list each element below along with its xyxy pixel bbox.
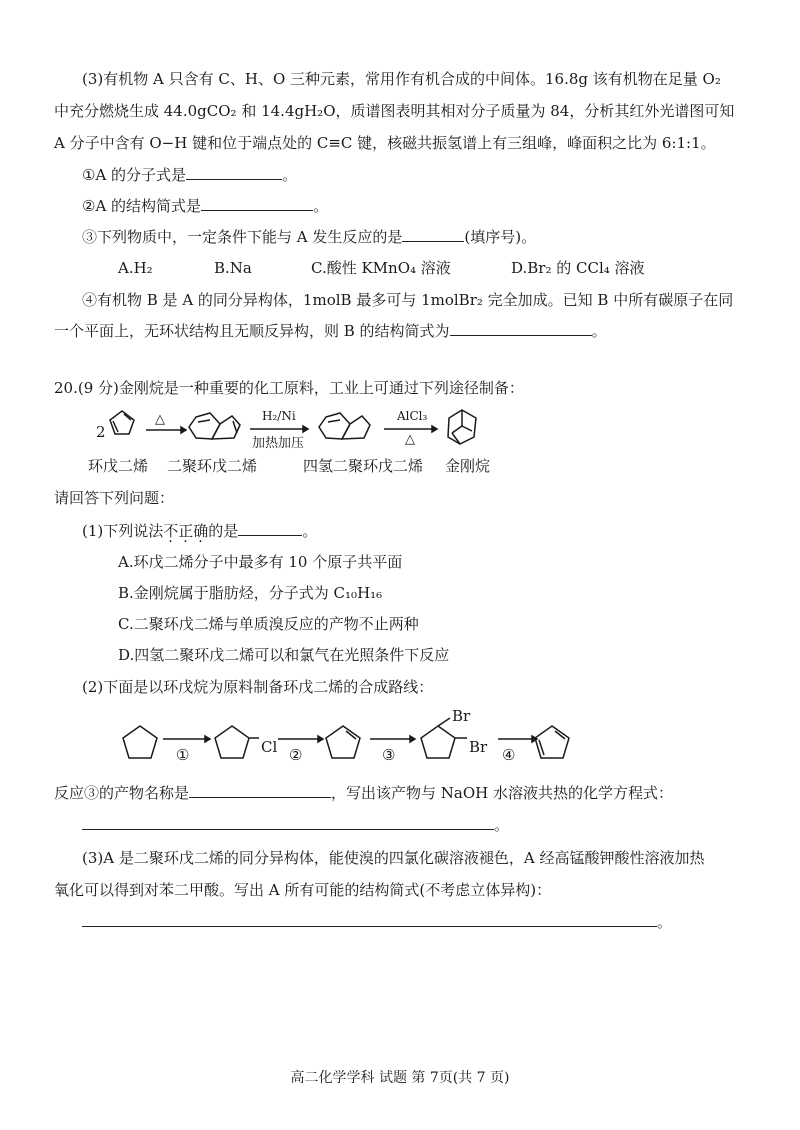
name-dicyclopentadiene: 二聚环戊二烯 [167,457,258,475]
q19-intro-line3: A 分子中含有 O−H 键和位于端点处的 C≡C 键，核磁共振氢谱上有三组峰，峰面积之比为 6:1:1。 [54,134,716,152]
q20-part3-line2: 氧化可以得到对苯二甲酸。写出 A 所有可能的结构简式(不考虑立体异构)： [54,881,552,899]
emphasis-char: 确 [193,522,209,540]
period: 。 [302,522,318,540]
tetrahydrodicyclopentadiene-structure [319,413,370,439]
adamantane-structure [448,410,476,444]
q19-intro-line1: (3)有机物 A 只含有 C、H、O 三种元素，常用作有机合成的中间体。16.8g 该有机物在足量 O₂ [82,70,721,88]
emphasis-char: 正 [178,522,194,540]
q19-sub2-text: ②A 的结构简式是 [82,197,202,215]
arrow1-condition: △ [155,412,165,427]
q20-part1 [82,521,317,541]
option-a: A.H₂ [118,259,153,277]
arrow2-reagent: H₂/Ni [262,409,296,423]
answer-blank[interactable] [201,196,313,211]
option-b: B.Na [214,259,252,277]
dicyclopentadiene-structure [189,413,240,439]
q20-option-c: C.二聚环戊二烯与单质溴反应的产物不止两种 [118,615,419,633]
q20-option-b: B.金刚烷属于脂肪烃，分子式为 C₁₀H₁₆ [118,584,383,602]
period: 。 [494,816,510,834]
name-tetrahydrodicyclopentadiene: 四氢二聚环戊二烯 [303,457,424,475]
synthesis-route [0,705,800,775]
q19-sub1 [82,165,297,185]
q19-sub4-line2 [54,321,607,341]
option-c: C.酸性 KMnO₄ 溶液 [311,259,451,277]
answer-blank[interactable] [82,912,657,927]
q19-sub1-text: ①A 的分子式是 [82,166,187,184]
period: 。 [282,166,298,184]
cyclopentane-structure [123,726,157,758]
q20-ask: 请回答下列问题： [54,489,175,507]
q19-sub4-line1: ④有机物 B 是 A 的同分异构体，1molB 最多可与 1molBr₂ 完全加成。已知 B 中所有碳原子在同 [82,291,734,309]
page-footer: 高二化学学科 试题 第 7页(共 7 页) [290,1070,510,1086]
name-cyclopentadiene: 环戊二烯 [88,457,149,475]
q19-sub4-text: 一个平面上，无环状结构且无顺反异构，则 B 的结构简式为 [54,322,450,340]
q20-option-d: D.四氢二聚环戊二烯可以和氯气在光照条件下反应 [118,646,450,664]
q20-part2-answer-line [82,815,509,835]
cyclopentadiene-product-structure [535,726,569,758]
cyclopentadiene-structure [110,411,134,434]
q20-part2-question-a: 反应③的产物名称是 [54,784,190,802]
name-adamantane: 金刚烷 [445,457,491,475]
answer-blank[interactable] [402,227,464,242]
period: 。 [591,322,607,340]
q19-sub3-tail: (填序号)。 [464,228,537,246]
answer-blank[interactable] [238,521,302,536]
emphasis-char: 不 [163,522,179,540]
q20-part3-line1: (3)A 是二聚环戊二烯的同分异构体，能使溴的四氯化碳溶液褪色，A 经高锰酸钾酸性溶液加热 [82,849,705,867]
q20-header: 20.(9 分)金刚烷是一种重要的化工原料，工业上可通过下列途径制备： [54,379,524,397]
option-d: D.Br₂ 的 CCl₄ 溶液 [511,259,645,277]
answer-blank[interactable] [82,815,494,830]
q20-part1-pre: (1)下列说法 [82,522,164,540]
route-step2-label: ② [289,746,303,764]
q20-part2: (2)下面是以环戊烷为原料制备环戊二烯的合成路线： [82,678,434,696]
route-step3-label: ③ [382,746,396,764]
route-step4-label: ④ [502,746,516,764]
q19-intro-line2: 中充分燃烧生成 44.0gCO₂ 和 14.4gH₂O，质谱图表明其相对分子质量为 84，分析其红外光谱图可知 [54,102,735,120]
answer-blank[interactable] [189,783,331,798]
chlorocyclopentane-structure [215,726,259,758]
cyclopentene-structure [326,726,360,758]
arrow2-condition: 加热加压 [252,436,305,451]
q20-part2-question [54,783,673,803]
q20-option-a: A.环戊二烯分子中最多有 10 个原子共平面 [118,553,403,571]
route-chlorine-label: Cl [261,738,278,756]
q20-part3-answer-line [82,912,672,932]
route-bromine-top-label: Br [452,707,471,725]
answer-blank[interactable] [450,321,592,336]
arrow3-condition: △ [405,432,415,447]
period: 。 [657,913,673,931]
scheme-coefficient: 2 [96,423,106,441]
answer-blank[interactable] [186,165,282,180]
q20-part1-post: 的是 [208,522,239,540]
q19-sub3-text: ③下列物质中，一定条件下能与 A 发生反应的是 [82,228,403,246]
period: 。 [313,197,329,215]
arrow3-reagent: AlCl₃ [397,409,428,423]
q20-part2-question-b: ，写出该产物与 NaOH 水溶液共热的化学方程式： [331,784,674,802]
q19-sub2 [82,196,328,216]
route-step1-label: ① [176,746,190,764]
route-bromine-right-label: Br [469,738,488,756]
q19-sub3 [82,227,536,247]
